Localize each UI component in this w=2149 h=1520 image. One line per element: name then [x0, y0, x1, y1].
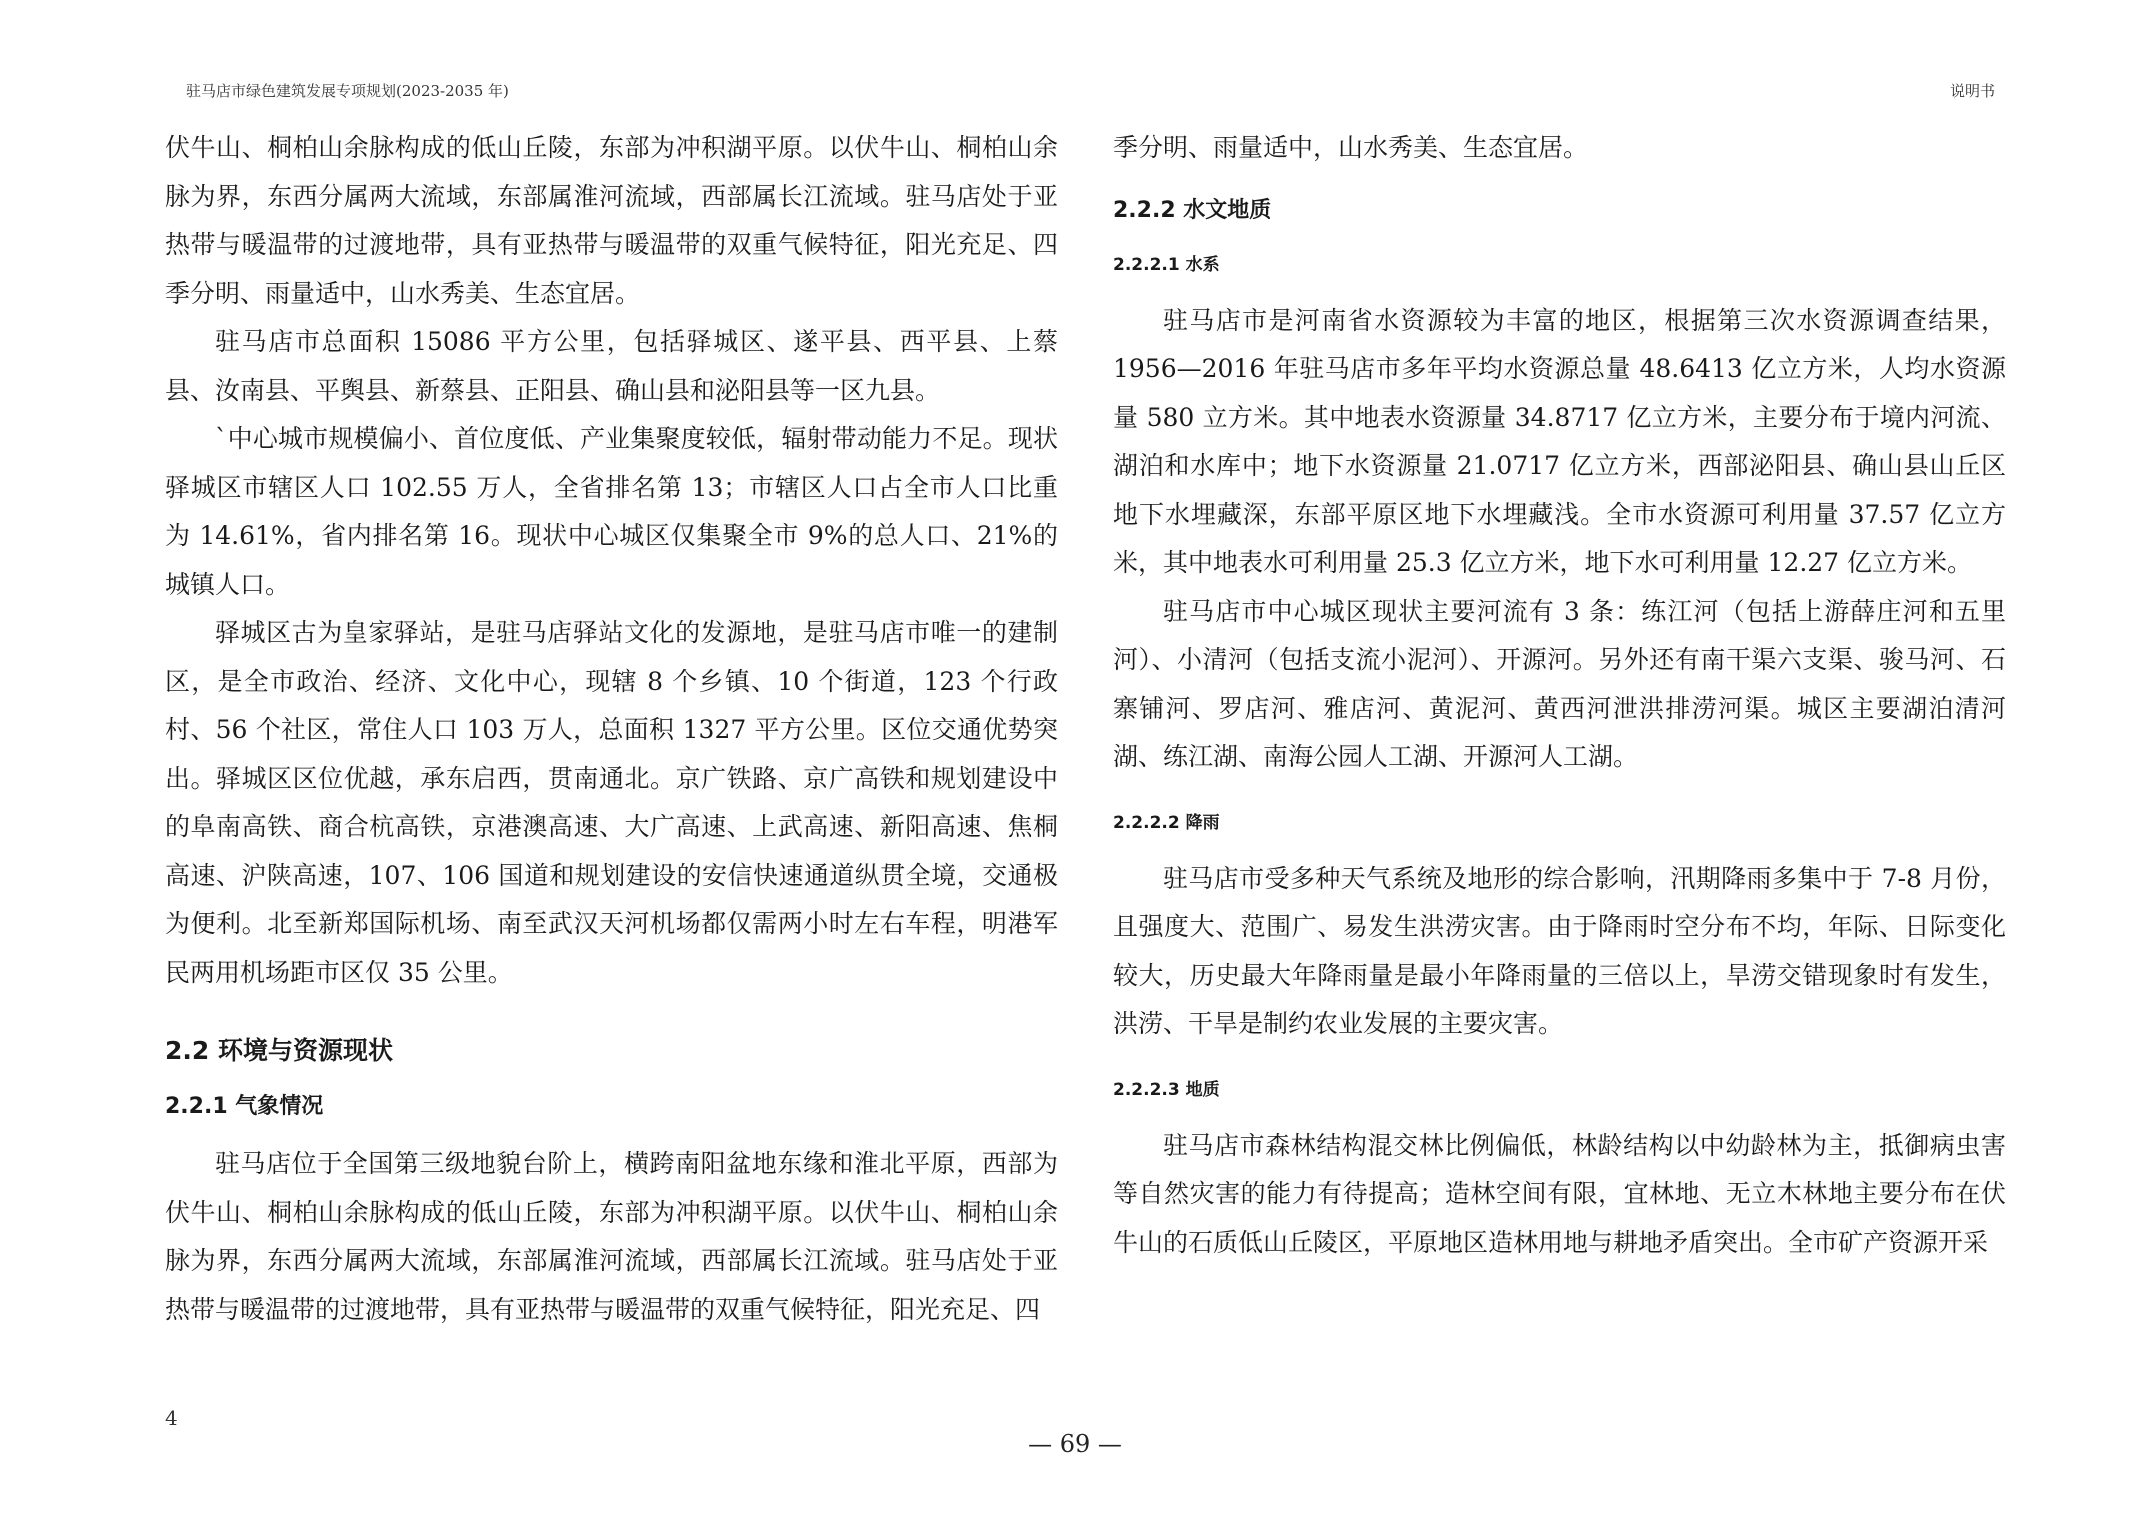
- small-page-number: 4: [165, 1406, 178, 1430]
- paragraph: 驻马店位于全国第三级地貌台阶上，横跨南阳盆地东缘和淮北平原，西部为伏牛山、桐柏山余脉构成的低山丘陵，东部为冲积湖平原。以伏牛山、桐柏山余脉为界，东西分属两大流域，东部属淮河流域，西部属长江流域。驻马店处于亚热带与暖温带的过渡地带，具有亚热带与暖温带的双重气候特征，阳光充足、四: [165, 1149, 1058, 1324]
- paragraph: 伏牛山、桐柏山余脉构成的低山丘陵，东部为冲积湖平原。以伏牛山、桐柏山余脉为界，东西分属两大流域，东部属淮河流域，西部属长江流域。驻马店处于亚热带与暖温带的过渡地带，具有亚热带与暖温带的双重气候特征，阳光充足、四季分明、雨量适中，山水秀美、生态宜居。: [165, 133, 1058, 308]
- left-column: [165, 124, 1058, 1334]
- paragraph: 驻马店市是河南省水资源较为丰富的地区，根据第三次水资源调查结果，1956—2016 年驻马店市多年平均水资源总量 48.6413 亿立方米，人均水资源量 580 立方米。其中地表水资源量 34.8717 亿立方米，主要分布于境内河流、湖泊和水库中；地下水资源量 21.0717 亿立方米，西部泌阳县、确山县山丘区地下水埋藏深，东部平原区地下水埋藏浅。全市水资源可利用量 37.57 亿立方米，其中地表水可利用量 25.3 亿立方米，地下水可利用量 12.27 亿立方米。: [1113, 305, 2006, 577]
- paragraph: 驻马店市森林结构混交林比例偏低，林龄结构以中幼龄林为主，抵御病虫害等自然灾害的能力有待提高；造林空间有限，宜林地、无立木林地主要分布在伏牛山的石质低山丘陵区，平原地区造林用地与耕地矛盾突出。全市矿产资源开采: [1113, 1130, 2006, 1257]
- paragraph: 驿城区古为皇家驿站，是驻马店驿站文化的发源地，是驻马店市唯一的建制区，是全市政治、经济、文化中心，现辖 8 个乡镇、10 个街道，123 个行政村、56 个社区，常住人口 103 万人，总面积 1327 平方公里。区位交通优势突出。驿城区区位优越，承东启西，贯南通北。京广铁路、京广高铁和规划建设中的阜南高铁、商合杭高铁，京港澳高速、大广高速、上武高速、新阳高速、焦桐高速、沪陕高速，107、106 国道和规划建设的安信快速通道纵贯全境，交通极为便利。北至新郑国际机场、南至武汉天河机场都仅需两小时左右车程，明港军民两用机场距市区仅 35 公里。: [165, 618, 1058, 987]
- paragraph: 驻马店市总面积 15086 平方公里，包括驿城区、遂平县、西平县、上蔡县、汝南县、平舆县、新蔡县、正阳县、确山县和泌阳县等一区九县。: [165, 327, 1058, 405]
- subsection-heading: 2.2.2 水文地质: [1113, 197, 1272, 223]
- subsubsection-heading: 2.2.2.3 地质: [1113, 1079, 1220, 1100]
- subsection-heading: 2.2.1 气象情况: [165, 1094, 324, 1119]
- right-column: [1113, 124, 2006, 1267]
- subsubsection-heading: 2.2.2.2 降雨: [1113, 812, 1220, 833]
- header-section-label: 说明书: [1950, 82, 1996, 100]
- paragraph: 驻马店市受多种天气系统及地形的综合影响，汛期降雨多集中于 7-8 月份，且强度大、范围广、易发生洪涝灾害。由于降雨时空分布不均，年际、日际变化较大，历史最大年降雨量是最小年降雨量的三倍以上，旱涝交错现象时有发生，洪涝、干旱是制约农业发展的主要灾害。: [1113, 863, 2006, 1038]
- page-number: — 69 —: [1028, 1430, 1122, 1458]
- header-document-title: 驻马店市绿色建筑发展专项规划(2023-2035 年): [186, 82, 509, 100]
- paragraph: 驻马店市中心城区现状主要河流有 3 条：练江河（包括上游薛庄河和五里河）、小清河（包括支流小泥河）、开源河。另外还有南干渠六支渠、骏马河、石寨铺河、罗店河、雅店河、黄泥河、黄西河泄洪排涝河渠。城区主要湖泊清河湖、练江湖、南海公园人工湖、开源河人工湖。: [1113, 596, 2006, 771]
- section-heading: 2.2 环境与资源现状: [165, 1036, 393, 1065]
- paragraph: 季分明、雨量适中，山水秀美、生态宜居。: [1113, 133, 1589, 162]
- subsubsection-heading: 2.2.2.1 水系: [1113, 254, 1220, 275]
- paragraph: `中心城市规模偏小、首位度低、产业集聚度较低，辐射带动能力不足。现状驿城区市辖区人口 102.55 万人，全省排名第 13；市辖区人口占全市人口比重为 14.61%，省内排名第 16。现状中心城区仅集聚全市 9%的总人口、21%的城镇人口。: [165, 424, 1058, 599]
